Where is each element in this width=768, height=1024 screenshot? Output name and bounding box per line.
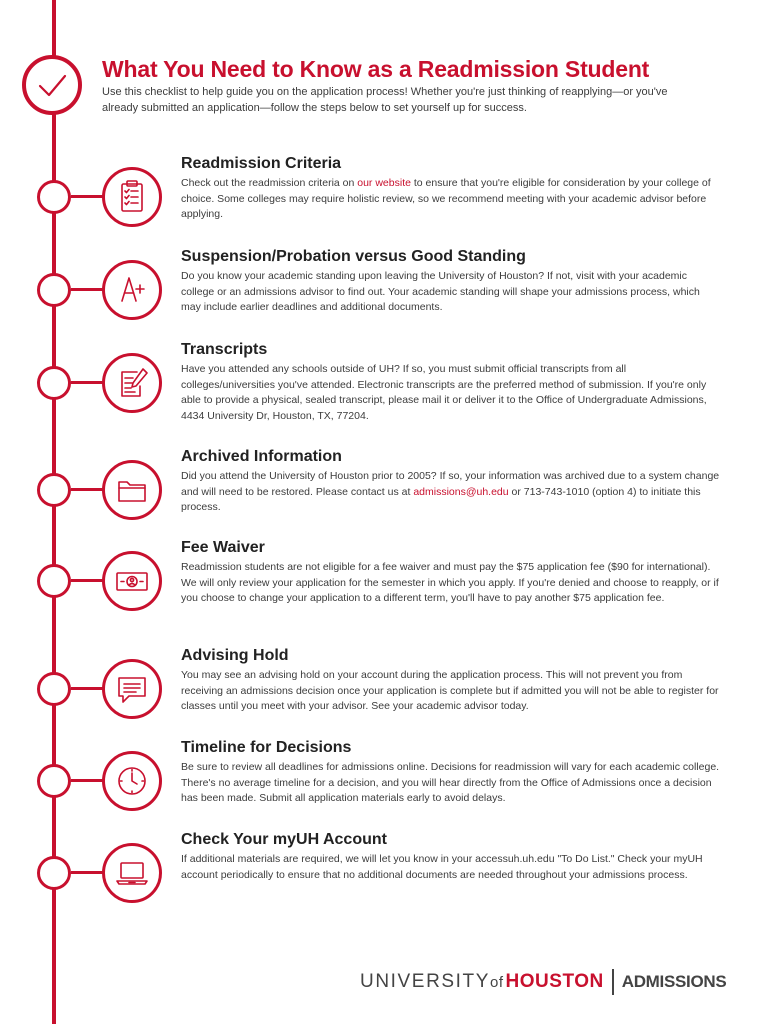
clock-icon — [102, 751, 162, 811]
timeline-dot — [37, 672, 71, 706]
section-readmission-criteria — [0, 155, 768, 239]
section-body: Readmission students are not eligible for a fee waiver and must pay the $75 application fee ($90 for international). We will only review your application for the semester in which you apply. If you're denied and choose to reapply, or if you choose to change your application to a different term, you'll have to pay another $75 application fee. — [181, 561, 719, 604]
section-title: Readmission Criteria — [181, 155, 342, 172]
section-title: Transcripts — [181, 341, 268, 358]
section-timeline-for-decisions — [0, 739, 768, 823]
page-title: What You Need to Know as a Readmission Student — [102, 56, 650, 82]
document-pencil-icon — [102, 353, 162, 413]
section-archived-information — [0, 448, 768, 532]
section-academic-standing — [0, 248, 768, 332]
section-body: You may see an advising hold on your account during the application process. This will not prevent you from receiving an admissions decision once your application is complete but if admitted you will not be able to register for classes until you meet with your advisor. See your academic advisor today. — [181, 669, 719, 712]
section-title: Advising Hold — [181, 647, 289, 664]
timeline-connector — [71, 381, 103, 384]
timeline-connector — [71, 579, 103, 582]
university-of-houston-admissions-logo — [360, 968, 726, 996]
section-body: Did you attend the University of Houston prior to 2005? If so, your information was archived due to a system change and will need to be restored. Please contact us at admissions@uh.edu or 713-743-1010 (option 4) to initiate this process. — [181, 470, 720, 513]
admissions-email-link[interactable]: admissions@uh.edu — [413, 485, 509, 498]
logo-of: of — [490, 973, 504, 991]
logo-university: UNIVERSITY — [360, 971, 491, 992]
timeline-dot — [37, 273, 71, 307]
section-title: Check Your myUH Account — [181, 831, 387, 848]
logo-houston: HOUSTON — [505, 971, 604, 992]
section-advising-hold — [0, 647, 768, 731]
section-title: Suspension/Probation versus Good Standing — [181, 248, 526, 265]
section-title: Timeline for Decisions — [181, 739, 352, 756]
section-fee-waiver — [0, 539, 768, 623]
money-bill-icon — [102, 551, 162, 611]
chat-bubble-icon — [102, 659, 162, 719]
section-body: Do you know your academic standing upon leaving the University of Houston? If not, visit with your academic college or an admissions advisor to find out. Your academic standing will shape your admissions process, which may include earlier deadlines and additional documents. — [181, 270, 700, 313]
timeline-dot — [37, 180, 71, 214]
section-transcripts — [0, 341, 768, 425]
section-title: Fee Waiver — [181, 539, 265, 556]
timeline-dot — [37, 856, 71, 890]
timeline-connector — [71, 871, 103, 874]
logo-admissions: ADMISSIONS — [621, 972, 727, 991]
section-body: Be sure to review all deadlines for admissions online. Decisions for readmission will vary for each academic college. There's no average timeline for a decision, and you will hear directly from the Office of Admissions once a decision has been made. Submit all application materials early to avoid delays. — [181, 761, 720, 804]
logo-divider — [612, 969, 614, 995]
timeline-dot — [37, 564, 71, 598]
our-website-link[interactable]: our website — [357, 177, 411, 189]
section-body: Have you attended any schools outside of UH? If so, you must submit official transcripts from all colleges/universities you've attended. Electronic transcripts are the preferred method of submission. If you're only able to provide a physical, sealed transcript, please mail it or deliver it to the Office of Undergraduate Admissions, 4434 University Dr, Houston, TX, 77204. — [181, 363, 707, 422]
timeline-connector — [71, 488, 103, 491]
timeline-dot — [37, 366, 71, 400]
timeline-connector — [71, 779, 103, 782]
clipboard-checklist-icon — [102, 167, 162, 227]
section-check-myuh-account — [0, 831, 768, 915]
folder-icon — [102, 460, 162, 520]
a-plus-grade-icon — [102, 260, 162, 320]
timeline-dot — [37, 473, 71, 507]
timeline-connector — [71, 195, 103, 198]
timeline-connector — [71, 687, 103, 690]
laptop-icon — [102, 843, 162, 903]
checkmark-icon — [22, 55, 82, 115]
section-body: If additional materials are required, we will let you know in your accessuh.uh.edu "To Do List." Check your myUH account periodically to ensure that no additional documents are needed throughout your admissions process. — [181, 853, 703, 881]
section-body: Check out the readmission criteria on our website to ensure that you're eligible for consideration by your college of choice. Some colleges may require holistic review, so we recommend meeting with your academic advisor before applying. — [181, 177, 711, 220]
timeline-dot — [37, 764, 71, 798]
section-title: Archived Information — [181, 448, 342, 465]
timeline-connector — [71, 288, 103, 291]
intro-text: Use this checklist to help guide you on the application process! Whether you're just thinking of reapplying—or you've already submitted an application—follow the steps below to set yourself up for success. — [102, 86, 668, 114]
